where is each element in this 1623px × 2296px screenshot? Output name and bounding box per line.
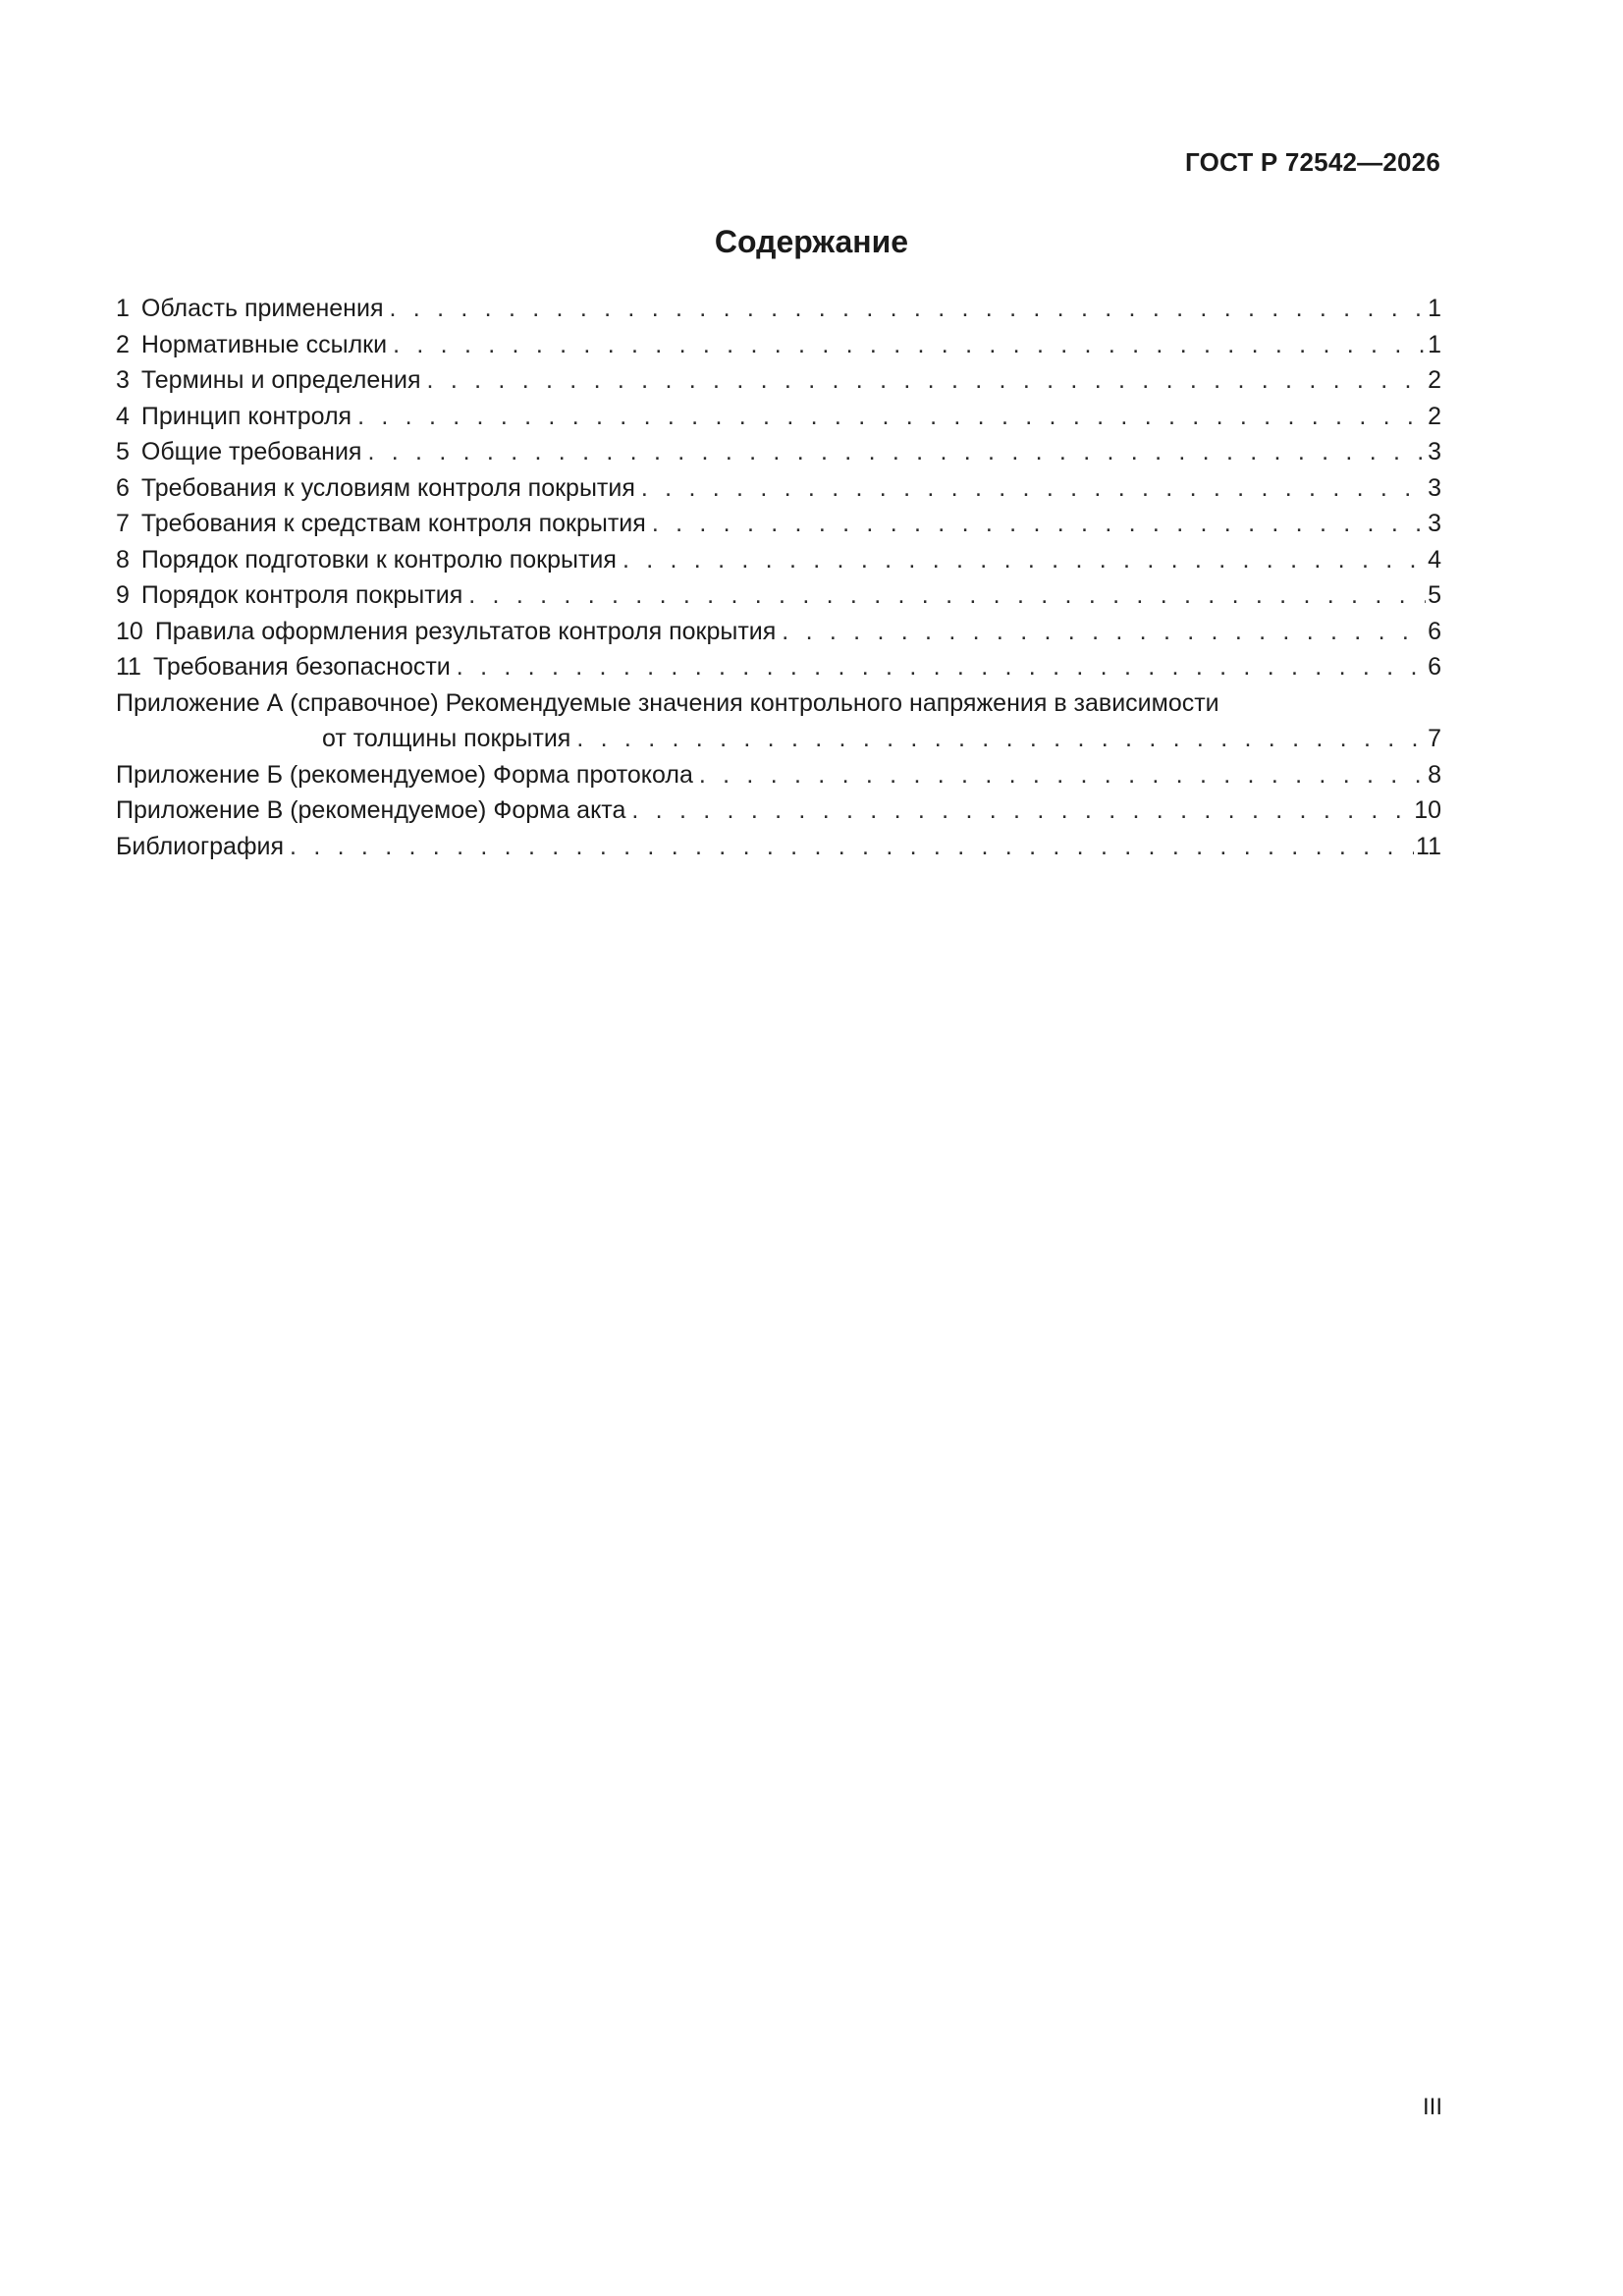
toc-entry-label: Приложение А (справочное) Рекомендуемые значения контрольного напряжения в зависимости [116, 688, 1219, 717]
toc-entry-label: Правила оформления результатов контроля покрытия [154, 617, 777, 645]
toc-entry-10[interactable] [116, 614, 1441, 650]
dot-leader [782, 614, 1426, 650]
dot-leader [427, 362, 1427, 399]
toc-entry-7[interactable] [116, 506, 1441, 542]
toc-entry-4[interactable] [116, 399, 1441, 435]
toc-entry-number: 5 [116, 438, 130, 465]
toc-entry-label: Требования к средствам контроля покрытия [140, 510, 646, 537]
toc-entry-label: Область применения [140, 295, 384, 322]
toc-entry-page: 1 [1428, 295, 1441, 322]
toc-entry-page: 2 [1428, 366, 1441, 394]
toc-entry-label: Общие требования [140, 438, 362, 465]
dot-leader [631, 793, 1412, 829]
toc-entry-9[interactable] [116, 577, 1441, 614]
dot-leader [457, 649, 1426, 685]
toc-entry-label: Библиография [116, 832, 285, 860]
dot-leader [357, 399, 1426, 435]
toc-entry-6[interactable] [116, 470, 1441, 507]
toc-appendix-a-line2[interactable] [116, 721, 1441, 757]
toc-bibliography[interactable] [116, 829, 1441, 865]
toc-entry-number: 2 [116, 330, 130, 358]
toc-entry-page: 8 [1428, 760, 1441, 789]
toc-entry-number: 7 [116, 510, 130, 537]
dot-leader [652, 506, 1426, 542]
toc-appendix-c[interactable] [116, 793, 1441, 829]
toc-entry-label: Принцип контроля [140, 402, 352, 430]
toc-entry-page: 10 [1414, 796, 1441, 824]
toc-entry-page: 3 [1428, 473, 1441, 502]
dot-leader [699, 757, 1426, 793]
toc-entry-page: 3 [1428, 510, 1441, 537]
toc-entry-label: Порядок подготовки к контролю покрытия [140, 545, 617, 574]
toc-entry-number: 4 [116, 402, 130, 430]
toc-entry-label: Приложение В (рекомендуемое) Форма акта [116, 796, 626, 824]
toc-entry-page: 4 [1428, 545, 1441, 574]
toc-appendix-b[interactable] [116, 757, 1441, 793]
toc-title: Содержание [714, 224, 909, 259]
dot-leader [290, 829, 1414, 865]
toc-entry-label: Приложение Б (рекомендуемое) Форма протокола [116, 760, 693, 789]
toc-entry-label: Нормативные ссылки [140, 330, 388, 358]
toc-entry-label: Требования безопасности [152, 653, 451, 681]
toc-entry-number: 11 [116, 653, 141, 681]
toc-entry-1[interactable] [116, 291, 1441, 327]
toc-entry-3[interactable] [116, 362, 1441, 399]
toc-entry-page: 2 [1428, 402, 1441, 430]
toc-entry-page: 11 [1416, 832, 1441, 860]
page-number: III [1422, 2094, 1442, 2120]
dot-leader [367, 434, 1426, 470]
table-of-contents [116, 291, 1441, 864]
toc-entry-label: Требования к условиям контроля покрытия [140, 473, 635, 502]
toc-entry-number: 6 [116, 473, 130, 502]
dot-leader [468, 577, 1426, 614]
toc-entry-page: 6 [1428, 617, 1441, 645]
toc-entry-page: 3 [1428, 438, 1441, 465]
toc-entry-8[interactable] [116, 542, 1441, 578]
toc-entry-number: 9 [116, 581, 130, 609]
toc-entry-page: 5 [1428, 581, 1441, 609]
dot-leader [622, 542, 1426, 578]
toc-entry-label: от толщины покрытия [322, 725, 571, 752]
dot-leader [641, 470, 1426, 507]
toc-entry-number: 8 [116, 545, 130, 574]
toc-appendix-a-line1[interactable] [116, 685, 1441, 722]
toc-entry-number: 1 [116, 295, 130, 322]
toc-entry-11[interactable] [116, 649, 1441, 685]
dot-leader [576, 721, 1426, 757]
toc-entry-number: 3 [116, 366, 130, 394]
toc-entry-label: Термины и определения [140, 366, 421, 394]
toc-entry-5[interactable] [116, 434, 1441, 470]
toc-entry-number: 10 [116, 617, 143, 645]
toc-entry-2[interactable] [116, 327, 1441, 363]
document-code: ГОСТ Р 72542—2026 [1185, 147, 1440, 177]
toc-entry-page: 6 [1428, 653, 1441, 681]
dot-leader [393, 327, 1426, 363]
dot-leader [389, 291, 1426, 327]
toc-entry-page: 7 [1428, 725, 1441, 752]
toc-entry-page: 1 [1428, 330, 1441, 358]
toc-entry-label: Порядок контроля покрытия [140, 581, 463, 609]
